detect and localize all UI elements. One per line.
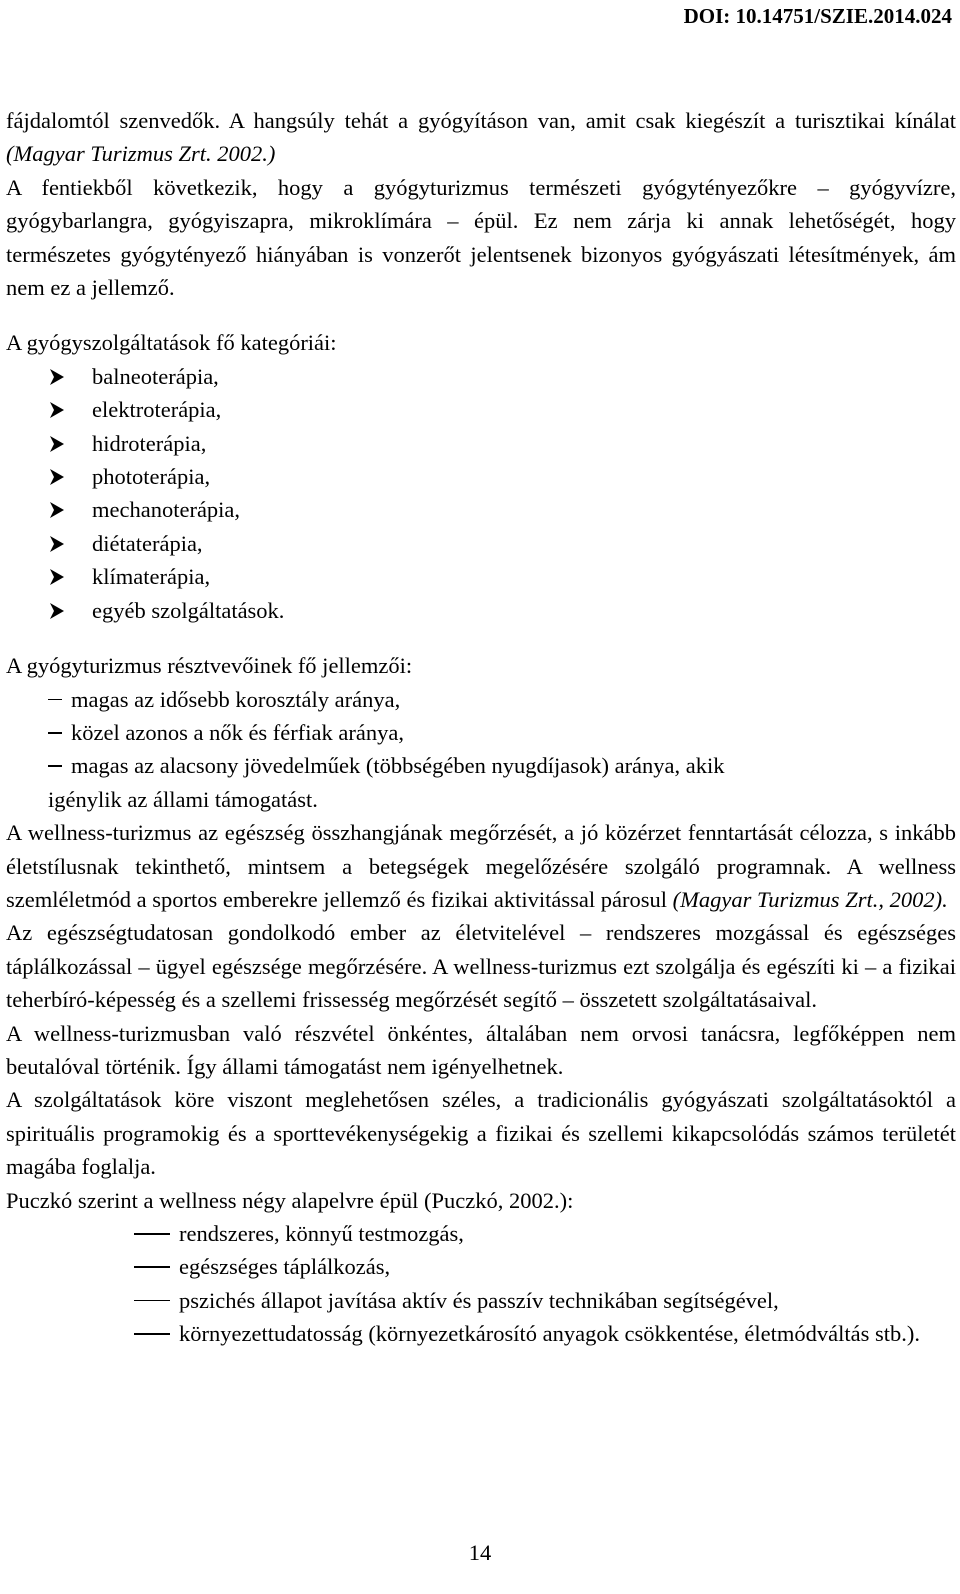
list-item: pszichés állapot javítása aktív és passzív technikában segítségével, bbox=[6, 1284, 956, 1317]
citation: (Magyar Turizmus Zrt. 2002.) bbox=[6, 141, 276, 167]
dash-bullet-icon bbox=[48, 765, 62, 767]
list-item: klímaterápia, bbox=[6, 560, 956, 593]
list-item: magas az alacsony jövedelműek (többségében nyugdíjasok) aránya, akik bbox=[6, 749, 956, 782]
list-item: mechanoterápia, bbox=[6, 493, 956, 526]
categories-title: A gyógyszolgáltatások fő kategóriái: bbox=[6, 330, 337, 356]
arrow-bullet-icon bbox=[50, 402, 64, 418]
arrow-bullet-icon bbox=[50, 502, 64, 518]
paragraph-3 bbox=[6, 816, 956, 916]
arrow-bullet-icon bbox=[50, 469, 64, 485]
participants-title: A gyógyturizmus résztvevőinek fő jellemzői: bbox=[6, 653, 413, 679]
list-item: egyéb szolgáltatások. bbox=[6, 594, 956, 627]
list-item: balneoterápia, bbox=[6, 360, 956, 393]
paragraph-2: A fentiekből következik, hogy a gyógyturizmus természeti gyógytényezőkre – gyógyvízre, gyógybarlangra, gyógyiszapra, mikroklímára – épül. Ez nem zárja ki annak lehetőségét, hogy természetes gyógytényező hiányában is vonzerőt jelentsenek bizonyos gyógyászati létesítmények, ám nem ez a jellemző. bbox=[6, 174, 956, 301]
paragraph-1 bbox=[6, 104, 956, 171]
list-item-continuation: igénylik az állami támogatást. bbox=[48, 786, 318, 812]
categories-list bbox=[6, 360, 956, 627]
paragraph-5: A wellness-turizmusban való részvétel önkéntes, általában nem orvosi tanácsra, legfőképpen nem beutalóval történik. Így állami támogatást nem igényelhetnek. bbox=[6, 1020, 956, 1079]
list-item: környezettudatosság (környezetkárosító anyagok csökkentése, életmódváltás stb.). bbox=[6, 1317, 956, 1350]
principles-list bbox=[6, 1217, 956, 1351]
paragraph-text: fájdalomtól szenvedők. A hangsúly tehát a gyógyításon van, amit csak kiegészít a turisztikai kínálat bbox=[6, 108, 956, 133]
arrow-bullet-icon bbox=[50, 369, 64, 385]
dash-bullet-icon bbox=[134, 1333, 170, 1335]
arrow-bullet-icon bbox=[50, 536, 64, 552]
document-body bbox=[6, 104, 956, 1351]
list-item: közel azonos a nők és férfiak aránya, bbox=[6, 716, 956, 749]
list-item: rendszeres, könnyű testmozgás, bbox=[6, 1217, 956, 1250]
list-item: phototerápia, bbox=[6, 460, 956, 493]
arrow-bullet-icon bbox=[50, 436, 64, 452]
citation: (Magyar Turizmus Zrt., 2002). bbox=[672, 886, 948, 912]
paragraph-text: A wellness-turizmus az egészség összhangjának megőrzését, a jó közérzet fenntartását célozza, s inkább életstílusnak tekinthető, mintsem a betegségek megelőzésére szolgáló programnak. A wellness szemléletmód a sportos emberekre jellemző és fizikai aktivitással párosul bbox=[6, 820, 956, 912]
participants-list bbox=[6, 683, 956, 817]
list-item: elektroterápia, bbox=[6, 393, 956, 426]
list-item: hidroterápia, bbox=[6, 427, 956, 460]
dash-bullet-icon bbox=[134, 1233, 170, 1235]
list-item: magas az idősebb korosztály aránya, bbox=[6, 683, 956, 716]
arrow-bullet-icon bbox=[50, 569, 64, 585]
dash-bullet-icon bbox=[134, 1300, 170, 1302]
dash-bullet-icon bbox=[48, 732, 62, 734]
list-item: egészséges táplálkozás, bbox=[6, 1250, 956, 1283]
page-number: 14 bbox=[468, 1540, 492, 1565]
dash-bullet-icon bbox=[48, 699, 62, 701]
dash-bullet-icon bbox=[134, 1266, 170, 1268]
list-item: diétaterápia, bbox=[6, 527, 956, 560]
principles-title: Puczkó szerint a wellness négy alapelvre épül (Puczkó, 2002.): bbox=[6, 1187, 574, 1213]
paragraph-6: A szolgáltatások köre viszont meglehetősen széles, a tradicionális gyógyászati szolgáltatásoktól a spirituális programokig és a sporttevékenységekig a fizikai és szellemi kikapcsolódás számos területét magába foglalja. bbox=[6, 1087, 956, 1180]
paragraph-4: Az egészségtudatosan gondolkodó ember az életvitelével – rendszeres mozgással és egészséges táplálkozással – ügyel egészsége megőrzésére. A wellness-turizmus ezt szolgálja és egészíti ki – a fizikai teherbíró-képesség és a szellemi frissesség megőrzését segítő – összetett szolgáltatásaival. bbox=[6, 920, 956, 1013]
arrow-bullet-icon bbox=[50, 603, 64, 619]
doi-header: DOI: 10.14751/SZIE.2014.024 bbox=[683, 4, 952, 28]
